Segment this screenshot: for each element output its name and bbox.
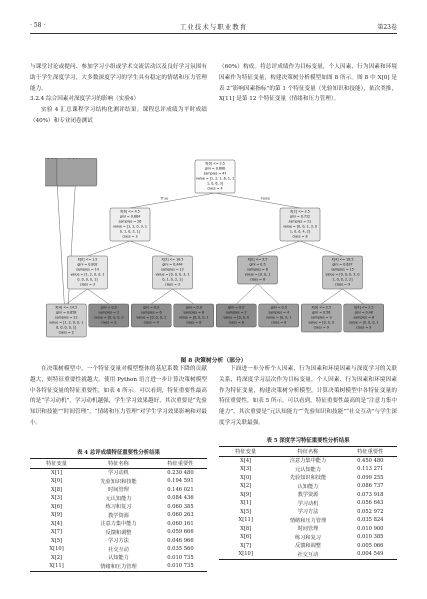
tree-node-text: class = 9 [334, 282, 351, 287]
tree-node-text: gini = 0.0 [185, 305, 202, 310]
volume-label: 第23卷 [377, 24, 397, 31]
column-right-top [219, 62, 397, 105]
table-cell: 学习方法 [297, 509, 319, 516]
table-cell: X[4] [240, 457, 252, 464]
tree-node-text: class = 2 [101, 320, 117, 325]
tree-node-text: samples = 21 [288, 219, 312, 224]
table4 [30, 458, 207, 572]
table-row [219, 482, 397, 491]
table-cell: X[8] [51, 486, 63, 493]
paragraph: 实验 4 汇总课程学习结构化测评结果。课程总评成绩为平时成绩（40%）和专业闭卷测试 [30, 107, 207, 124]
table-cell: 0.073 918 [357, 491, 384, 498]
tree-node-text: 0, 0, 0, 0, 1] [56, 325, 77, 330]
decision-tree-figure [45, 158, 385, 354]
paragraph: 在决策树模型中，一个特征变量对模型整体的基尼系数下降的贡献越大，则特征重要性就越大。使用 Python 语言进一步计算决策树模型中各特征变量的特征重要性，如表 4 所示。可以看到，特征重要性最高的是“学习动机”，学习动机越强，学生学习效果越好，其次重要是“先验知识和技能”“时间管理”，“情绪和压力管理”对学生学习效果影响和对最小。 [30, 366, 207, 426]
table-cell: 教学资源 [297, 492, 319, 499]
table-cell: 元认知能力 [105, 495, 132, 502]
tree-node-text: X[4] <= 18.5 [331, 257, 354, 262]
table-cell: 0.005 066 [357, 542, 384, 549]
tree-node-text: class = 3 [164, 282, 181, 287]
page-number: · 58 · [30, 22, 46, 29]
paragraph: 与课堂讨论或提问、参加学习小组或学术交流活动以及良好学习氛围有助于学生深度学习，大多数深度学习的学生具有稳定的情绪和压力管理能力。 [30, 64, 207, 92]
tree-node-text: gini = 0.802 [77, 262, 98, 267]
tree-node-text: value = [0, 0, 0, 1 [136, 315, 167, 320]
table-row [219, 542, 397, 551]
tree-node-text [69, 158, 84, 159]
tree-node-text: class = 8 [228, 320, 244, 325]
tree-node-text: value = [0, 0, 1, 3, 0 [282, 224, 318, 229]
tree-node-text: samples = 12 [54, 315, 78, 320]
tree-node-text: value = [1, 2, 0, 0, 1 [70, 272, 105, 277]
table-cell: X[7] [240, 542, 252, 549]
tree-node-text: samples = 2 [98, 310, 120, 315]
paragraph: （60%）构成。将总评成绩作为目标变量，个人因素、行为因素和环境因素作为特征变量，构建决策树分析模型如图 8 所示。图 8 中 X[0] 是表 2“影响因素指标”的第 1 个特征变量（先验知识和技能），依次类推，X[11] 是第 12 个特征变量（情绪和压力管理）。 [219, 64, 397, 103]
table-cell: X[10] [49, 546, 64, 553]
table-cell: X[1] [240, 500, 252, 507]
tree-node [216, 304, 256, 327]
table-cell: 情绪和压力管理 [100, 563, 137, 570]
section-heading: 3.2.4 综合因素对深度学习的影响（实验4） [30, 96, 140, 103]
table-row [219, 550, 397, 559]
table5 [219, 446, 397, 560]
table-cell: 0.194 591 [167, 478, 194, 485]
tree-node-text: gini = 0.444 [162, 262, 183, 267]
tree-node-text: X[6] <= 4.5 [120, 209, 140, 214]
tree-node-text: gini = 0.637 [332, 262, 353, 267]
table-row [219, 491, 397, 500]
tree-node-text: samples = 6 [353, 315, 375, 320]
table-header-cell: 特征重要性 [167, 460, 194, 467]
tree-node-text: gini = 0.0 [228, 305, 245, 310]
table-row [30, 528, 207, 537]
tree-node-text: gini = 0.0 [270, 305, 287, 310]
tree-node [238, 256, 278, 284]
tree-node [174, 304, 214, 327]
true-branch-label: True [160, 196, 169, 201]
table-cell: 反馈和调整 [105, 529, 132, 536]
tree-node [57, 158, 97, 186]
table-row [219, 474, 397, 483]
table-cell: X[3] [240, 466, 252, 473]
table-cell: 练习和复习 [105, 504, 132, 511]
tree-edge [66, 289, 87, 304]
table-header-row [30, 459, 207, 469]
tree-edge [130, 193, 215, 208]
table-cell: 反馈和调整 [295, 543, 321, 550]
table-header-cell: 特征重要性 [357, 448, 384, 455]
table-cell: 0.099 255 [357, 474, 384, 481]
tree-node-text: X[0] <= 2.5 [205, 161, 225, 166]
table-cell: 认知能力 [108, 555, 129, 562]
table-cell: 认知能力 [297, 483, 319, 490]
false-branch-label: False [260, 196, 271, 201]
tree-node-text: samples = 6 [140, 310, 162, 315]
tree-node-text: X[4] <= 14.5 [55, 305, 78, 310]
table-cell: 0.450 480 [357, 457, 384, 464]
tree-node [131, 304, 171, 327]
tree-node [301, 304, 341, 332]
tree-node-text: class = 8 [249, 277, 266, 282]
column-left-top [30, 62, 207, 127]
header-rule [30, 33, 397, 34]
column-left-bottom [30, 364, 207, 429]
table-row [219, 525, 397, 534]
tree-node-text: X[4] <= 2.5 [353, 305, 374, 310]
tree-node-text: value = [0, 0, 0 [223, 315, 250, 320]
tree-node [46, 304, 86, 337]
decision-tree-svg [45, 158, 385, 354]
tree-node-text: samples = 14 [76, 267, 99, 272]
tree-node-text: value = [0, 0, 1 [265, 315, 292, 320]
table-cell: 0.010 900 [357, 525, 384, 532]
table-row [30, 494, 207, 503]
tree-node-text: class = 2 [58, 330, 74, 335]
tree-node-text: X[2] <= 2.5 [290, 209, 310, 214]
table-cell: X[9] [240, 491, 252, 498]
table-cell: 0.052 972 [357, 508, 384, 515]
table-cell: 教学资源 [108, 512, 129, 519]
table-row [30, 511, 207, 520]
tree-node-text: gini = 0.56 [312, 310, 331, 315]
tree-node-text: samples = 12 [161, 267, 184, 272]
tree-node-text: value = [1, 2, 1, 6, 1, 1 [195, 176, 235, 181]
table-row [30, 520, 207, 529]
table-cell: 0.060 161 [167, 520, 194, 527]
running-header [0, 0, 427, 40]
tree-node-box [57, 158, 97, 186]
tree-node-text: 0, 1, 0, 2, 1] [162, 277, 183, 282]
table-cell: 元认知能力 [295, 466, 321, 473]
tree-node-text: gini = 0.884 [119, 214, 141, 219]
tree-node-text: gini = 0.712 [289, 214, 311, 219]
tree-node-text: 1, 0, 0, 2, 2] [332, 277, 353, 282]
table-cell: 0.060 263 [167, 512, 194, 519]
table-cell: 0.060 385 [167, 503, 194, 510]
tree-node-text: class = 6 [186, 320, 202, 325]
table-cell: 练习和复习 [295, 534, 321, 541]
table-row [219, 499, 397, 508]
table-cell: 学习动机 [297, 500, 319, 507]
table-cell: 0.084 436 [167, 495, 194, 502]
table4-caption: 表 4 总评成绩特征重要性分析结果 [77, 450, 160, 456]
table-cell: 0.086 737 [357, 483, 384, 490]
table-cell: 0.010 735 [167, 554, 194, 561]
tree-node-text: gini = 0.0 [143, 305, 160, 310]
table-cell: X[10] [238, 551, 253, 558]
table-header-cell: 特征变量 [46, 460, 67, 467]
table-cell: X[2] [51, 554, 63, 561]
table-cell: X[6] [51, 503, 63, 510]
tree-edge [88, 241, 131, 256]
table-cell: X[2] [240, 483, 252, 490]
table-row [30, 486, 207, 495]
table-cell: X[5] [240, 508, 252, 515]
tree-node-text: X[3] <= 18.5 [161, 257, 184, 262]
table-cell: X[1] [51, 469, 63, 476]
table-cell: 社交互动 [108, 546, 129, 553]
table-row [219, 508, 397, 517]
tree-node-text: class = 4 [143, 320, 159, 325]
table-cell: X[11] [49, 563, 64, 570]
tree-edge [215, 193, 300, 208]
tree-node [344, 304, 384, 332]
table-cell: 0.230 480 [167, 469, 194, 476]
tree-edge [258, 284, 279, 304]
tree-node-text: samples = 6 [183, 310, 205, 315]
tree-node-text: value = [1, 2, 0, 3, 1 [112, 224, 148, 229]
tree-node-text: class = 9 [313, 325, 329, 330]
table-row [30, 468, 207, 477]
tree-node-text: X[9] <= 2.5 [311, 305, 332, 310]
journal-title: 工业技术与职业教育 [179, 23, 248, 31]
tree-node-text: 0, 1, 0, 2, 1] [119, 229, 141, 234]
tree-node-text: X[0] <= 1.5 [77, 257, 98, 262]
tree-edge [236, 284, 257, 304]
tree-node-text: samples = 26 [118, 219, 142, 224]
tree-node-text: value = [0, 0, 0, 3, 1 [155, 272, 190, 277]
table-row [30, 562, 207, 571]
tree-node-text: class = 9 [356, 325, 372, 330]
table-cell: X[5] [51, 537, 63, 544]
table-cell: 0.113 271 [357, 466, 384, 473]
tree-node [323, 256, 363, 289]
table-cell: 0.059 666 [167, 529, 194, 536]
tree-node-text: value = [0, 0, 1 [244, 272, 271, 277]
tree-node-text: value = [0, 0, 0, 3, 0 [325, 272, 360, 277]
tree-node-text: X[0] <= 3.5 [247, 257, 268, 262]
table-cell: 0.010 385 [357, 534, 384, 541]
tree-node-text: value = [0, 0, 0, 0 [93, 315, 124, 320]
table-cell: 学习方法 [108, 538, 129, 545]
tree-node [68, 256, 108, 289]
table-row [30, 537, 207, 546]
table-cell: 先验知识和技能 [289, 475, 327, 482]
tree-node-text: samples = 6 [247, 267, 268, 272]
tree-edge [343, 289, 364, 304]
table-cell: 时间管理 [297, 526, 319, 533]
tree-node-text: samples = 47 [203, 171, 227, 176]
table-cell: 0.035 560 [167, 546, 194, 553]
tree-node [259, 304, 299, 327]
tree-node [110, 208, 150, 241]
table-cell: 时间管理 [108, 487, 129, 494]
tree-node [280, 208, 320, 241]
tree-edge [88, 289, 109, 304]
tree-node [153, 256, 193, 289]
tree-node-text: gini = 0.0 [100, 305, 117, 310]
table-header-cell: 特征名称 [297, 448, 319, 455]
table-cell: X[9] [51, 512, 63, 519]
tree-edge [300, 241, 343, 256]
table-row [219, 456, 397, 465]
tree-node-text: 1, 0, 0, 4, 2] [289, 229, 311, 234]
tree-node-text: class = 4 [207, 186, 223, 191]
table-cell: X[11] [238, 517, 253, 524]
table-row [219, 533, 397, 542]
tree-node-text: value = [0, 0, 0 [308, 320, 335, 325]
tree-node-text: 0, 0, 0, 0, 1] [77, 277, 98, 282]
table-cell: 0.046 966 [167, 537, 194, 544]
tree-edge [258, 241, 301, 256]
tree-node-text: 1, 0, 6, 3] [207, 181, 223, 186]
table-row [30, 545, 207, 554]
table-cell: 注意力集中能力 [289, 458, 327, 465]
tree-node-text: value = [0, 0, 0, 1 [178, 315, 209, 320]
table-cell: X[8] [240, 525, 252, 532]
tree-node-text: samples = 9 [310, 315, 332, 320]
tree-node-text: gini = 0.888 [204, 166, 226, 171]
tree-node-text: gini = 0.48 [354, 310, 373, 315]
table-cell: X[6] [240, 534, 252, 541]
table-cell: 0.146 021 [167, 486, 194, 493]
table-row [30, 554, 207, 563]
table-header-cell: 特征名称 [108, 460, 129, 467]
figure-caption: 图 8 决策树分析（部分） [180, 358, 247, 364]
table-row [219, 516, 397, 525]
table-header-row [219, 447, 397, 457]
table-cell: 情绪和压力管理 [289, 517, 327, 524]
table-cell: X[3] [51, 495, 63, 502]
tree-node-text: gini = 0.5 [249, 262, 266, 267]
table-cell: X[7] [51, 529, 63, 536]
tree-node-text: class = 3 [122, 234, 138, 239]
tree-node-text: samples = 4 [268, 310, 290, 315]
tree-edge [173, 289, 194, 304]
column-right-bottom [219, 364, 397, 429]
tree-edge [130, 241, 173, 256]
table-cell: X[0] [240, 474, 252, 481]
table-row [30, 503, 207, 512]
table5-caption: 表 5 深度学习特征重要性分析结果 [266, 438, 350, 444]
tree-node-text: samples = 15 [331, 267, 354, 272]
table-row [30, 477, 207, 486]
tree-node [195, 160, 235, 193]
table-cell: 先验知识和技能 [100, 478, 137, 485]
tree-node-text: samples = 2 [225, 310, 247, 315]
table-cell: X[4] [51, 520, 63, 527]
tree-node [89, 304, 129, 327]
table-cell: 社交互动 [297, 551, 319, 558]
tree-node-text: gini = 0.658 [56, 310, 77, 315]
tree-node-text: class = 3 [79, 282, 96, 287]
table-header-cell: 特征变量 [235, 448, 257, 455]
table-cell: 0.035 824 [357, 517, 384, 524]
table-cell: X[0] [51, 478, 63, 485]
tree-edge [151, 289, 172, 304]
table-cell: 注意力集中能力 [100, 521, 137, 528]
table-cell: 0.056 643 [357, 500, 384, 507]
table-cell: 0.010 735 [167, 563, 194, 570]
table-cell: 0.004 549 [357, 551, 384, 558]
paragraph: 下面进一步分析个人因素、行为因素和环境因素与深度学习的关联关系，将深度学习层次作为目标变量，个人因素、行为因素和环境因素作为特征变量，构建决策树分析模型，计算决策树模型中各特征变量的特征重要性，如表 5 所示。可以看到，特征重要性最高的是“注意力集中能力”，其次重要是“元认知能力”“先验知识和技能”“社交互动”与学生深度学习关联最强。 [219, 366, 397, 426]
tree-node-text: class = 8 [271, 320, 287, 325]
table-cell: 学习动机 [108, 470, 129, 477]
tree-node-text: value = [1, 2, 0, 0, 1 [49, 320, 84, 325]
tree-node-text: value = [0, 0, 0, 1 [348, 320, 379, 325]
tree-edge [321, 289, 342, 304]
table-row [219, 465, 397, 474]
tree-node-text: class = 8 [292, 234, 308, 239]
